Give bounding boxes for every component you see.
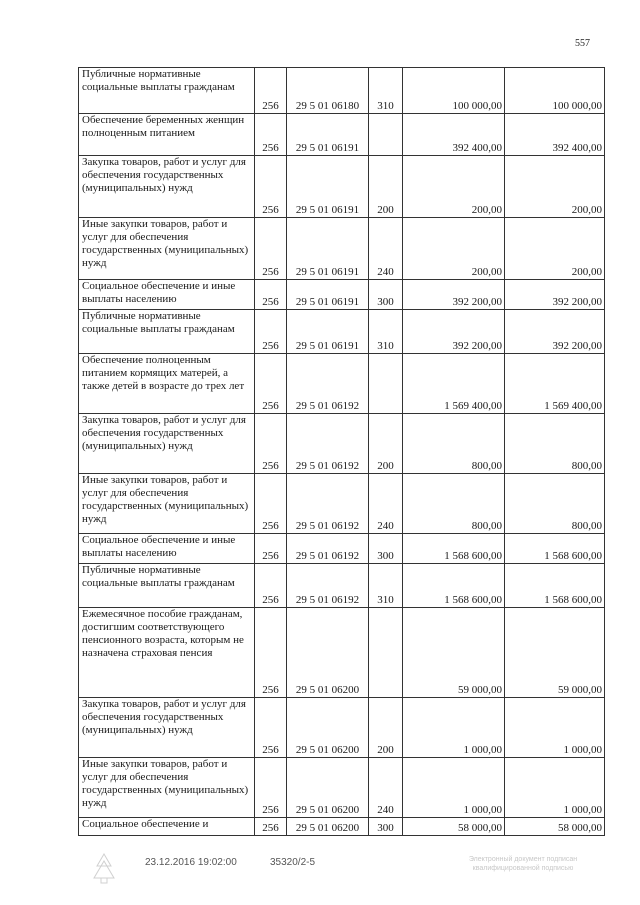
cell-vr — [369, 114, 403, 156]
cell-sum-2: 800,00 — [505, 474, 605, 534]
cell-sum-2: 200,00 — [505, 218, 605, 280]
footer-datetime: 23.12.2016 19:02:00 — [145, 857, 237, 868]
cell-vr: 240 — [369, 474, 403, 534]
cell-sum-1: 1 568 600,00 — [403, 564, 505, 608]
cell-ved: 256 — [255, 608, 287, 698]
cell-ved: 256 — [255, 310, 287, 354]
cell-name: Публичные нормативные социальные выплаты гражданам — [79, 68, 255, 114]
cell-sum-2: 800,00 — [505, 414, 605, 474]
cell-ved: 256 — [255, 114, 287, 156]
cell-ved: 256 — [255, 414, 287, 474]
cell-sum-1: 1 568 600,00 — [403, 534, 505, 564]
cell-csr: 29 5 01 06200 — [287, 758, 369, 818]
cell-name: Закупка товаров, работ и услуг для обеспечения государственных (муниципальных) нужд — [79, 414, 255, 474]
table-row — [79, 564, 605, 608]
cell-vr: 240 — [369, 758, 403, 818]
table-row — [79, 758, 605, 818]
cell-sum-1: 100 000,00 — [403, 68, 505, 114]
cell-ved: 256 — [255, 534, 287, 564]
cell-csr: 29 5 01 06200 — [287, 818, 369, 836]
cell-vr: 300 — [369, 280, 403, 310]
cell-name: Иные закупки товаров, работ и услуг для обеспечения государственных (муниципальных) нужд — [79, 474, 255, 534]
cell-sum-1: 58 000,00 — [403, 818, 505, 836]
cell-sum-1: 392 200,00 — [403, 280, 505, 310]
table-row — [79, 114, 605, 156]
cell-csr: 29 5 01 06192 — [287, 474, 369, 534]
cell-sum-1: 392 400,00 — [403, 114, 505, 156]
cell-name: Социальное обеспечение и иные выплаты населению — [79, 534, 255, 564]
cell-sum-2: 392 400,00 — [505, 114, 605, 156]
cell-name: Социальное обеспечение и — [79, 818, 255, 836]
cell-ved: 256 — [255, 218, 287, 280]
cell-name: Иные закупки товаров, работ и услуг для обеспечения государственных (муниципальных) нужд — [79, 218, 255, 280]
cell-sum-1: 392 200,00 — [403, 310, 505, 354]
cell-sum-2: 1 000,00 — [505, 698, 605, 758]
cell-sum-2: 58 000,00 — [505, 818, 605, 836]
cell-csr: 29 5 01 06191 — [287, 156, 369, 218]
table-row — [79, 156, 605, 218]
cell-ved: 256 — [255, 354, 287, 414]
page-number: 557 — [575, 38, 590, 49]
table-row — [79, 534, 605, 564]
table-row — [79, 280, 605, 310]
cell-name: Иные закупки товаров, работ и услуг для обеспечения государственных (муниципальных) нужд — [79, 758, 255, 818]
cell-csr: 29 5 01 06192 — [287, 414, 369, 474]
cell-sum-2: 1 000,00 — [505, 758, 605, 818]
cell-ved: 256 — [255, 280, 287, 310]
table-row — [79, 414, 605, 474]
cell-name: Публичные нормативные социальные выплаты гражданам — [79, 310, 255, 354]
cell-name: Социальное обеспечение и иные выплаты населению — [79, 280, 255, 310]
cell-vr: 200 — [369, 414, 403, 474]
cell-sum-2: 392 200,00 — [505, 280, 605, 310]
cell-sum-2: 100 000,00 — [505, 68, 605, 114]
table-row — [79, 608, 605, 698]
cell-vr — [369, 354, 403, 414]
cell-ved: 256 — [255, 474, 287, 534]
cell-sum-1: 200,00 — [403, 156, 505, 218]
table-row — [79, 354, 605, 414]
cell-sum-2: 1 568 600,00 — [505, 534, 605, 564]
cell-csr: 29 5 01 06200 — [287, 698, 369, 758]
footer — [0, 852, 640, 892]
cell-ved: 256 — [255, 758, 287, 818]
table-row — [79, 698, 605, 758]
cell-vr: 200 — [369, 156, 403, 218]
cell-csr: 29 5 01 06192 — [287, 534, 369, 564]
table-row — [79, 68, 605, 114]
cell-vr: 300 — [369, 534, 403, 564]
cell-csr: 29 5 01 06191 — [287, 114, 369, 156]
cell-ved: 256 — [255, 564, 287, 608]
cell-ved: 256 — [255, 156, 287, 218]
cell-csr: 29 5 01 06200 — [287, 608, 369, 698]
cell-ved: 256 — [255, 698, 287, 758]
cell-name: Ежемесячное пособие гражданам, достигшим соответствующего пенсионного возраста, которым не назначена страховая пенсия — [79, 608, 255, 698]
cell-sum-1: 800,00 — [403, 474, 505, 534]
cell-sum-2: 59 000,00 — [505, 608, 605, 698]
cell-ved: 256 — [255, 68, 287, 114]
cell-vr — [369, 608, 403, 698]
table-row — [79, 474, 605, 534]
cell-sum-1: 1 000,00 — [403, 758, 505, 818]
cell-name: Закупка товаров, работ и услуг для обеспечения государственных (муниципальных) нужд — [79, 698, 255, 758]
cell-sum-1: 800,00 — [403, 414, 505, 474]
cell-sum-1: 1 000,00 — [403, 698, 505, 758]
cell-vr: 310 — [369, 310, 403, 354]
cell-sum-2: 1 569 400,00 — [505, 354, 605, 414]
table-row — [79, 310, 605, 354]
cell-sum-2: 392 200,00 — [505, 310, 605, 354]
cell-vr: 310 — [369, 68, 403, 114]
cell-sum-2: 200,00 — [505, 156, 605, 218]
emblem-icon — [88, 852, 120, 886]
cell-name: Публичные нормативные социальные выплаты гражданам — [79, 564, 255, 608]
cell-csr: 29 5 01 06191 — [287, 280, 369, 310]
cell-sum-1: 59 000,00 — [403, 608, 505, 698]
cell-csr: 29 5 01 06191 — [287, 310, 369, 354]
cell-vr: 240 — [369, 218, 403, 280]
cell-csr: 29 5 01 06180 — [287, 68, 369, 114]
cell-vr: 300 — [369, 818, 403, 836]
cell-name: Обеспечение беременных женщин полноценным питанием — [79, 114, 255, 156]
cell-name: Обеспечение полноценным питанием кормящих матерей, а также детей в возрасте до трех лет — [79, 354, 255, 414]
cell-name: Закупка товаров, работ и услуг для обеспечения государственных (муниципальных) нужд — [79, 156, 255, 218]
cell-csr: 29 5 01 06192 — [287, 354, 369, 414]
budget-table — [78, 67, 605, 836]
cell-sum-1: 200,00 — [403, 218, 505, 280]
cell-sum-2: 1 568 600,00 — [505, 564, 605, 608]
cell-sum-1: 1 569 400,00 — [403, 354, 505, 414]
table-row — [79, 818, 605, 836]
table-row — [79, 218, 605, 280]
footer-doc-id: 35320/2-5 — [270, 857, 316, 868]
footer-watermark: Электронный документ подписан квалифицированной подписью — [468, 856, 578, 872]
cell-ved: 256 — [255, 818, 287, 836]
cell-csr: 29 5 01 06191 — [287, 218, 369, 280]
cell-vr: 310 — [369, 564, 403, 608]
cell-csr: 29 5 01 06192 — [287, 564, 369, 608]
cell-vr: 200 — [369, 698, 403, 758]
